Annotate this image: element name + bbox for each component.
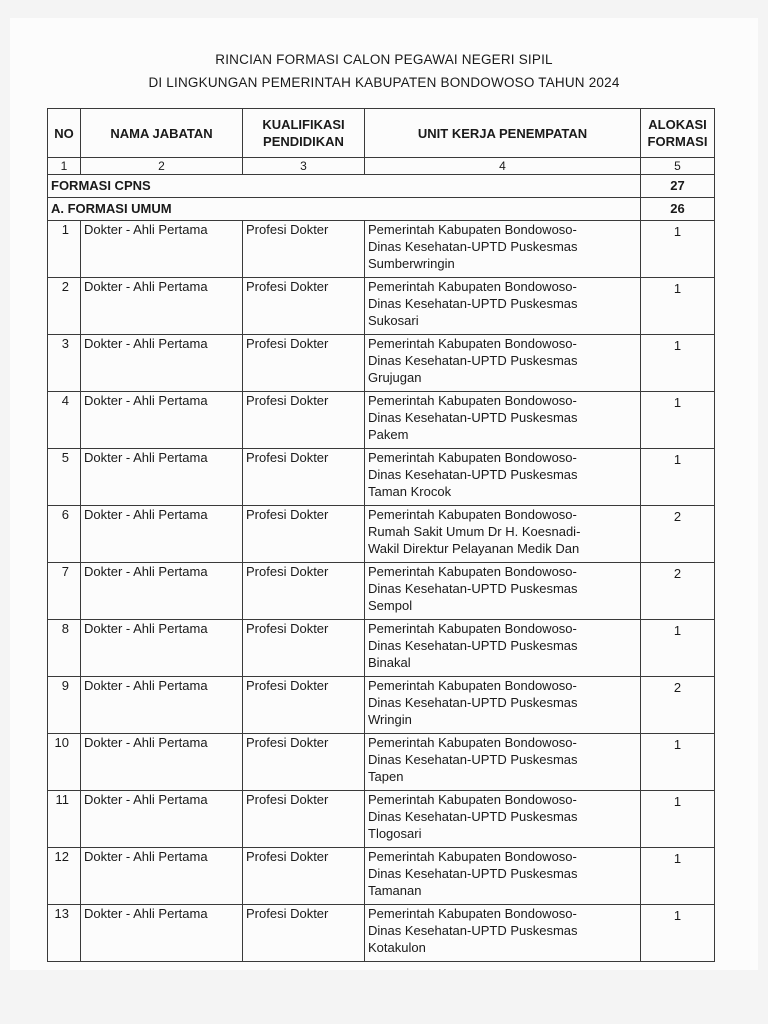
table-row — [48, 335, 715, 392]
row-number: 8 — [48, 620, 81, 677]
unit-kerja-text — [368, 848, 640, 902]
row-alokasi: 1 — [641, 449, 715, 506]
row-jabatan: Dokter - Ahli Pertama — [81, 278, 243, 335]
unit-kerja-text — [368, 734, 640, 788]
header-alokasi-line-2: FORMASI — [647, 134, 708, 149]
row-alokasi: 1 — [641, 221, 715, 278]
row-unit-kerja — [365, 905, 641, 962]
row-alokasi: 1 — [641, 278, 715, 335]
column-number: 2 — [81, 158, 243, 175]
header-kualifikasi — [243, 109, 365, 158]
unit-kerja-line: Rumah Sakit Umum Dr H. Koesnadi- — [368, 524, 581, 539]
row-number: 3 — [48, 335, 81, 392]
section-row-cpns — [48, 175, 715, 198]
unit-kerja-line: Pemerintah Kabupaten Bondowoso- — [368, 621, 577, 636]
unit-kerja-text — [368, 278, 640, 332]
formation-table — [47, 108, 715, 962]
row-unit-kerja — [365, 848, 641, 905]
unit-kerja-line: Tapen — [368, 769, 404, 784]
row-number: 11 — [48, 791, 81, 848]
row-jabatan: Dokter - Ahli Pertama — [81, 848, 243, 905]
row-number: 1 — [48, 221, 81, 278]
unit-kerja-line: Pemerintah Kabupaten Bondowoso- — [368, 450, 577, 465]
row-alokasi: 2 — [641, 563, 715, 620]
row-jabatan: Dokter - Ahli Pertama — [81, 335, 243, 392]
row-kualifikasi: Profesi Dokter — [243, 221, 365, 278]
row-alokasi: 1 — [641, 905, 715, 962]
header-alokasi-line-1: ALOKASI — [648, 117, 707, 132]
row-number: 4 — [48, 392, 81, 449]
table-row — [48, 392, 715, 449]
unit-kerja-text — [368, 221, 640, 275]
unit-kerja-line: Pemerintah Kabupaten Bondowoso- — [368, 393, 577, 408]
row-number: 9 — [48, 677, 81, 734]
row-kualifikasi: Profesi Dokter — [243, 449, 365, 506]
unit-kerja-text — [368, 506, 640, 560]
column-number: 3 — [243, 158, 365, 175]
unit-kerja-line: Pemerintah Kabupaten Bondowoso- — [368, 792, 577, 807]
unit-kerja-line: Pemerintah Kabupaten Bondowoso- — [368, 279, 577, 294]
row-number: 5 — [48, 449, 81, 506]
table-row — [48, 791, 715, 848]
unit-kerja-line: Pemerintah Kabupaten Bondowoso- — [368, 678, 577, 693]
section-label-cpns: FORMASI CPNS — [48, 175, 641, 198]
unit-kerja-line: Pemerintah Kabupaten Bondowoso- — [368, 507, 577, 522]
unit-kerja-text — [368, 335, 640, 389]
table-row — [48, 278, 715, 335]
column-number: 5 — [641, 158, 715, 175]
row-kualifikasi: Profesi Dokter — [243, 848, 365, 905]
section-total-umum: 26 — [641, 198, 715, 221]
row-kualifikasi: Profesi Dokter — [243, 734, 365, 791]
row-jabatan: Dokter - Ahli Pertama — [81, 734, 243, 791]
table-row — [48, 848, 715, 905]
column-number: 1 — [48, 158, 81, 175]
unit-kerja-line: Dinas Kesehatan-UPTD Puskesmas — [368, 581, 578, 596]
row-unit-kerja — [365, 677, 641, 734]
unit-kerja-line: Dinas Kesehatan-UPTD Puskesmas — [368, 923, 578, 938]
unit-kerja-line: Grujugan — [368, 370, 422, 385]
unit-kerja-line: Wringin — [368, 712, 412, 727]
section-label-umum: A. FORMASI UMUM — [48, 198, 641, 221]
header-kualifikasi-line-1: KUALIFIKASI — [262, 117, 345, 132]
column-number-row — [48, 158, 715, 175]
table-header-row — [48, 109, 715, 158]
unit-kerja-line: Dinas Kesehatan-UPTD Puskesmas — [368, 239, 578, 254]
unit-kerja-line: Pemerintah Kabupaten Bondowoso- — [368, 564, 577, 579]
unit-kerja-line: Sempol — [368, 598, 413, 613]
row-alokasi: 2 — [641, 677, 715, 734]
document-title-line-2: DI LINGKUNGAN PEMERINTAH KABUPATEN BONDOWOSO TAHUN 2024 — [148, 75, 620, 90]
row-unit-kerja — [365, 734, 641, 791]
unit-kerja-line: Pemerintah Kabupaten Bondowoso- — [368, 336, 577, 351]
unit-kerja-line: Dinas Kesehatan-UPTD Puskesmas — [368, 353, 578, 368]
row-number: 13 — [48, 905, 81, 962]
unit-kerja-line: Pemerintah Kabupaten Bondowoso- — [368, 222, 577, 237]
row-kualifikasi: Profesi Dokter — [243, 563, 365, 620]
unit-kerja-line: Dinas Kesehatan-UPTD Puskesmas — [368, 866, 578, 881]
row-unit-kerja — [365, 221, 641, 278]
row-alokasi: 1 — [641, 848, 715, 905]
row-unit-kerja — [365, 335, 641, 392]
row-jabatan: Dokter - Ahli Pertama — [81, 677, 243, 734]
unit-kerja-text — [368, 449, 640, 503]
row-jabatan: Dokter - Ahli Pertama — [81, 791, 243, 848]
table-row — [48, 620, 715, 677]
unit-kerja-line: Sukosari — [368, 313, 419, 328]
unit-kerja-line: Dinas Kesehatan-UPTD Puskesmas — [368, 296, 578, 311]
unit-kerja-line: Pemerintah Kabupaten Bondowoso- — [368, 849, 577, 864]
row-unit-kerja — [365, 620, 641, 677]
row-kualifikasi: Profesi Dokter — [243, 278, 365, 335]
header-nama-jabatan: NAMA JABATAN — [81, 109, 243, 158]
table-row — [48, 905, 715, 962]
row-jabatan: Dokter - Ahli Pertama — [81, 905, 243, 962]
row-unit-kerja — [365, 563, 641, 620]
table-row — [48, 506, 715, 563]
document-title-line-1: RINCIAN FORMASI CALON PEGAWAI NEGERI SIPIL — [215, 52, 553, 67]
unit-kerja-line: Tlogosari — [368, 826, 422, 841]
row-jabatan: Dokter - Ahli Pertama — [81, 620, 243, 677]
row-unit-kerja — [365, 392, 641, 449]
unit-kerja-line: Kotakulon — [368, 940, 426, 955]
row-alokasi: 2 — [641, 506, 715, 563]
unit-kerja-line: Dinas Kesehatan-UPTD Puskesmas — [368, 809, 578, 824]
unit-kerja-line: Dinas Kesehatan-UPTD Puskesmas — [368, 467, 578, 482]
row-alokasi: 1 — [641, 620, 715, 677]
header-unit-kerja: UNIT KERJA PENEMPATAN — [365, 109, 641, 158]
column-number: 4 — [365, 158, 641, 175]
row-alokasi: 1 — [641, 734, 715, 791]
unit-kerja-text — [368, 791, 640, 845]
table-row — [48, 221, 715, 278]
row-number: 12 — [48, 848, 81, 905]
table-row — [48, 734, 715, 791]
header-alokasi — [641, 109, 715, 158]
row-number: 6 — [48, 506, 81, 563]
row-kualifikasi: Profesi Dokter — [243, 905, 365, 962]
row-kualifikasi: Profesi Dokter — [243, 392, 365, 449]
unit-kerja-line: Dinas Kesehatan-UPTD Puskesmas — [368, 638, 578, 653]
unit-kerja-line: Pemerintah Kabupaten Bondowoso- — [368, 906, 577, 921]
row-jabatan: Dokter - Ahli Pertama — [81, 392, 243, 449]
unit-kerja-line: Taman Krocok — [368, 484, 452, 499]
unit-kerja-text — [368, 620, 640, 674]
row-unit-kerja — [365, 791, 641, 848]
unit-kerja-line: Dinas Kesehatan-UPTD Puskesmas — [368, 695, 578, 710]
row-jabatan: Dokter - Ahli Pertama — [81, 449, 243, 506]
unit-kerja-text — [368, 563, 640, 617]
unit-kerja-line: Pakem — [368, 427, 409, 442]
section-total-cpns: 27 — [641, 175, 715, 198]
section-row-umum — [48, 198, 715, 221]
row-unit-kerja — [365, 449, 641, 506]
row-kualifikasi: Profesi Dokter — [243, 335, 365, 392]
row-kualifikasi: Profesi Dokter — [243, 620, 365, 677]
row-alokasi: 1 — [641, 791, 715, 848]
unit-kerja-text — [368, 392, 640, 446]
row-jabatan: Dokter - Ahli Pertama — [81, 506, 243, 563]
row-alokasi: 1 — [641, 392, 715, 449]
row-kualifikasi: Profesi Dokter — [243, 506, 365, 563]
header-kualifikasi-line-2: PENDIDIKAN — [263, 134, 344, 149]
table-row — [48, 677, 715, 734]
unit-kerja-line: Binakal — [368, 655, 411, 670]
unit-kerja-line: Wakil Direktur Pelayanan Medik Dan — [368, 541, 580, 556]
unit-kerja-line: Dinas Kesehatan-UPTD Puskesmas — [368, 410, 578, 425]
row-jabatan: Dokter - Ahli Pertama — [81, 563, 243, 620]
row-number: 10 — [48, 734, 81, 791]
row-kualifikasi: Profesi Dokter — [243, 791, 365, 848]
unit-kerja-text — [368, 905, 640, 959]
row-unit-kerja — [365, 278, 641, 335]
row-number: 7 — [48, 563, 81, 620]
table-row — [48, 563, 715, 620]
unit-kerja-line: Dinas Kesehatan-UPTD Puskesmas — [368, 752, 578, 767]
unit-kerja-line: Pemerintah Kabupaten Bondowoso- — [368, 735, 577, 750]
table-row — [48, 449, 715, 506]
row-jabatan: Dokter - Ahli Pertama — [81, 221, 243, 278]
header-no: NO — [48, 109, 81, 158]
unit-kerja-text — [368, 677, 640, 731]
row-kualifikasi: Profesi Dokter — [243, 677, 365, 734]
unit-kerja-line: Sumberwringin — [368, 256, 455, 271]
unit-kerja-line: Tamanan — [368, 883, 422, 898]
row-alokasi: 1 — [641, 335, 715, 392]
row-unit-kerja — [365, 506, 641, 563]
row-number: 2 — [48, 278, 81, 335]
